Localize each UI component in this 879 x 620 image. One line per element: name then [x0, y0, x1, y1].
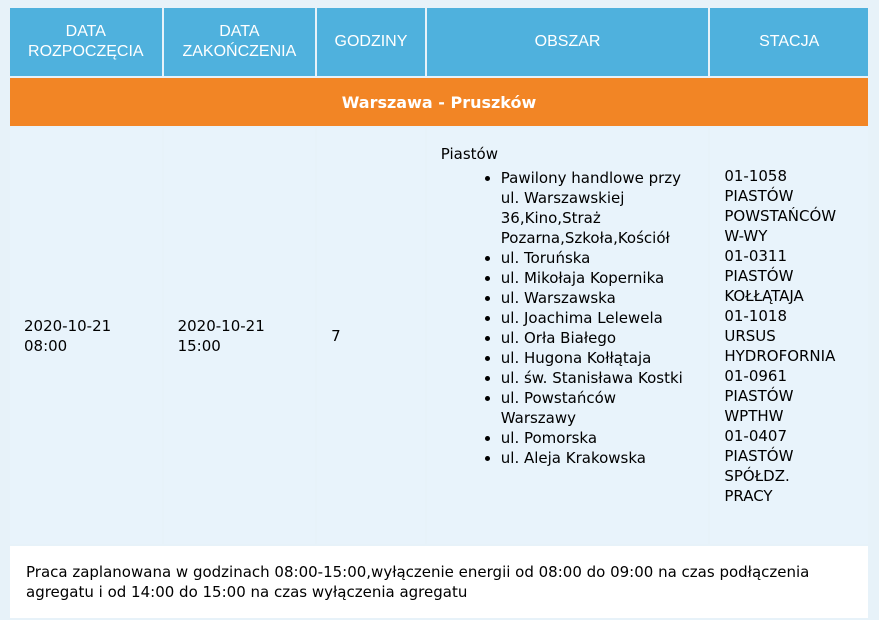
station-cell [710, 128, 868, 544]
station-line: 01-1018 [724, 307, 788, 325]
header-start-date: DATA ROZPOCZĘCIA [10, 8, 162, 76]
list-item: • ul. Warszawska [501, 288, 695, 308]
station-line: W-WY [724, 227, 768, 245]
list-item: • ul. św. Stanisława Kostki [501, 368, 695, 388]
table-row [10, 128, 868, 544]
station-line: PRACY [724, 487, 773, 505]
note-text: Praca zaplanowana w godzinach 08:00-15:00,wyłączenie energii od 08:00 do 09:00 na czas podłączenia agregatu i od 14:00 do 15:00 na czas wyłączenia agregatu [10, 546, 868, 618]
station-line: URSUS [724, 327, 776, 345]
list-item: • ul. Hugona Kołłątaja [501, 348, 695, 368]
header-hours: GODZINY [317, 8, 425, 76]
start-time: 08:00 [24, 337, 68, 355]
note-row [10, 546, 868, 618]
list-item: • ul. Powstańców Warszawy [501, 388, 695, 428]
station-line: KOŁŁĄTAJA [724, 287, 804, 305]
list-item: • ul. Aleja Krakowska [501, 448, 695, 468]
start-date: 2020-10-21 [24, 317, 112, 335]
region-row [10, 78, 868, 126]
area-cell [427, 128, 709, 544]
station-line: WPTHW [724, 407, 784, 425]
region-title: Warszawa - Pruszków [10, 78, 868, 126]
station-line: SPÓŁDZ. [724, 467, 790, 485]
street-list [441, 168, 695, 468]
station-line: PIASTÓW [724, 387, 794, 405]
station-line: PIASTÓW [724, 447, 794, 465]
station-line: 01-0407 [724, 427, 788, 445]
list-item: • ul. Toruńska [501, 248, 695, 268]
list-item: • ul. Pomorska [501, 428, 695, 448]
outage-table [8, 6, 870, 620]
station-line: PIASTÓW [724, 267, 794, 285]
header-area: OBSZAR [427, 8, 709, 76]
list-item: • ul. Joachima Lelewela [501, 308, 695, 328]
end-date: 2020-10-21 [177, 317, 265, 335]
header-station: STACJA [710, 8, 868, 76]
list-item: • ul. Orła Białego [501, 328, 695, 348]
station-line: 01-0311 [724, 247, 788, 265]
area-title: Piastów [440, 145, 498, 163]
station-line: PIASTÓW [724, 187, 794, 205]
end-time: 15:00 [177, 337, 221, 355]
station-line: HYDROFORNIA [724, 347, 836, 365]
station-line: POWSTAŃCÓW [724, 207, 837, 225]
list-item: • Pawilony handlowe przy ul. Warszawskiej 36,Kino,Straż Pozarna,Szkoła,Kościół [501, 168, 695, 248]
station-line: 01-0961 [724, 367, 788, 385]
end-date-cell [164, 128, 316, 544]
header-end-date: DATA ZAKOŃCZENIA [164, 8, 316, 76]
station-line: 01-1058 [724, 167, 788, 185]
list-item: • ul. Mikołaja Kopernika [501, 268, 695, 288]
start-date-cell [10, 128, 162, 544]
header-row [10, 8, 868, 76]
outage-table-container [10, 8, 870, 620]
hours-cell: 7 [317, 128, 425, 544]
